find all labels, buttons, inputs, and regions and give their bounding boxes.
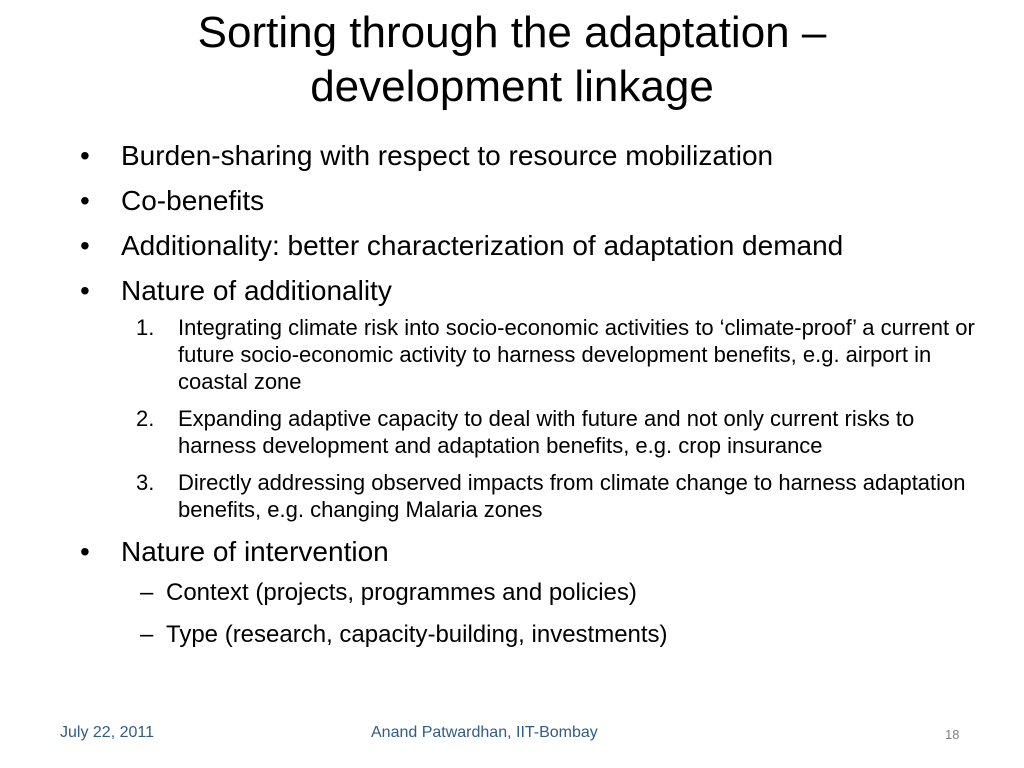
numbered-item — [80, 314, 980, 395]
numbered-item — [80, 469, 980, 523]
dash-marker: – — [140, 621, 154, 648]
bullet-text: Nature of intervention — [121, 536, 389, 567]
bullet-marker: • — [80, 275, 90, 306]
bullet-text: Co-benefits — [121, 185, 265, 216]
dash-text: Context (projects, programmes and policies) — [166, 579, 637, 606]
title-line-1: Sorting through the adaptation – — [197, 8, 827, 57]
slide-title — [0, 6, 1024, 114]
numbered-text: Expanding adaptive capacity to deal with future and not only current risks to harness development and adaptation benefits, e.g. crop insurance — [178, 406, 915, 458]
numbered-text: Directly addressing observed impacts from climate change to harness adaptation benefits, e.g. changing Malaria zones — [178, 470, 966, 522]
number-marker: 2. — [136, 406, 155, 431]
dash-text: Type (research, capacity-building, investments) — [166, 621, 668, 648]
bullet-item — [80, 140, 980, 172]
bullet-item — [80, 230, 980, 262]
bullet-item — [80, 536, 980, 650]
bullet-list — [80, 140, 980, 663]
bullet-marker: • — [80, 536, 90, 567]
number-marker: 3. — [136, 470, 155, 495]
footer-date: July 22, 2011 — [60, 724, 154, 741]
bullet-marker: • — [80, 230, 90, 261]
dash-item — [80, 620, 980, 650]
bullet-text: Burden-sharing with respect to resource mobilization — [121, 140, 774, 171]
title-line-2: development linkage — [310, 62, 714, 111]
bullet-item — [80, 185, 980, 217]
bullet-text: Nature of additionality — [121, 275, 392, 306]
bullet-text: Additionality: better characterization of adaptation demand — [121, 230, 844, 261]
footer-page-number: 18 — [945, 727, 960, 742]
bullet-marker: • — [80, 185, 90, 216]
dash-marker: – — [140, 579, 154, 606]
dash-item — [80, 578, 980, 608]
bullet-marker: • — [80, 140, 90, 171]
additionality-list — [80, 314, 980, 523]
bullet-item — [80, 275, 980, 523]
numbered-item — [80, 405, 980, 459]
footer-author: Anand Patwardhan, IIT-Bombay — [371, 724, 598, 741]
number-marker: 1. — [136, 315, 155, 340]
numbered-text: Integrating climate risk into socio-economic activities to ‘climate-proof’ a current or future socio-economic activity to harness development benefits, e.g. airport in coastal zone — [178, 315, 975, 394]
intervention-list — [80, 578, 980, 650]
